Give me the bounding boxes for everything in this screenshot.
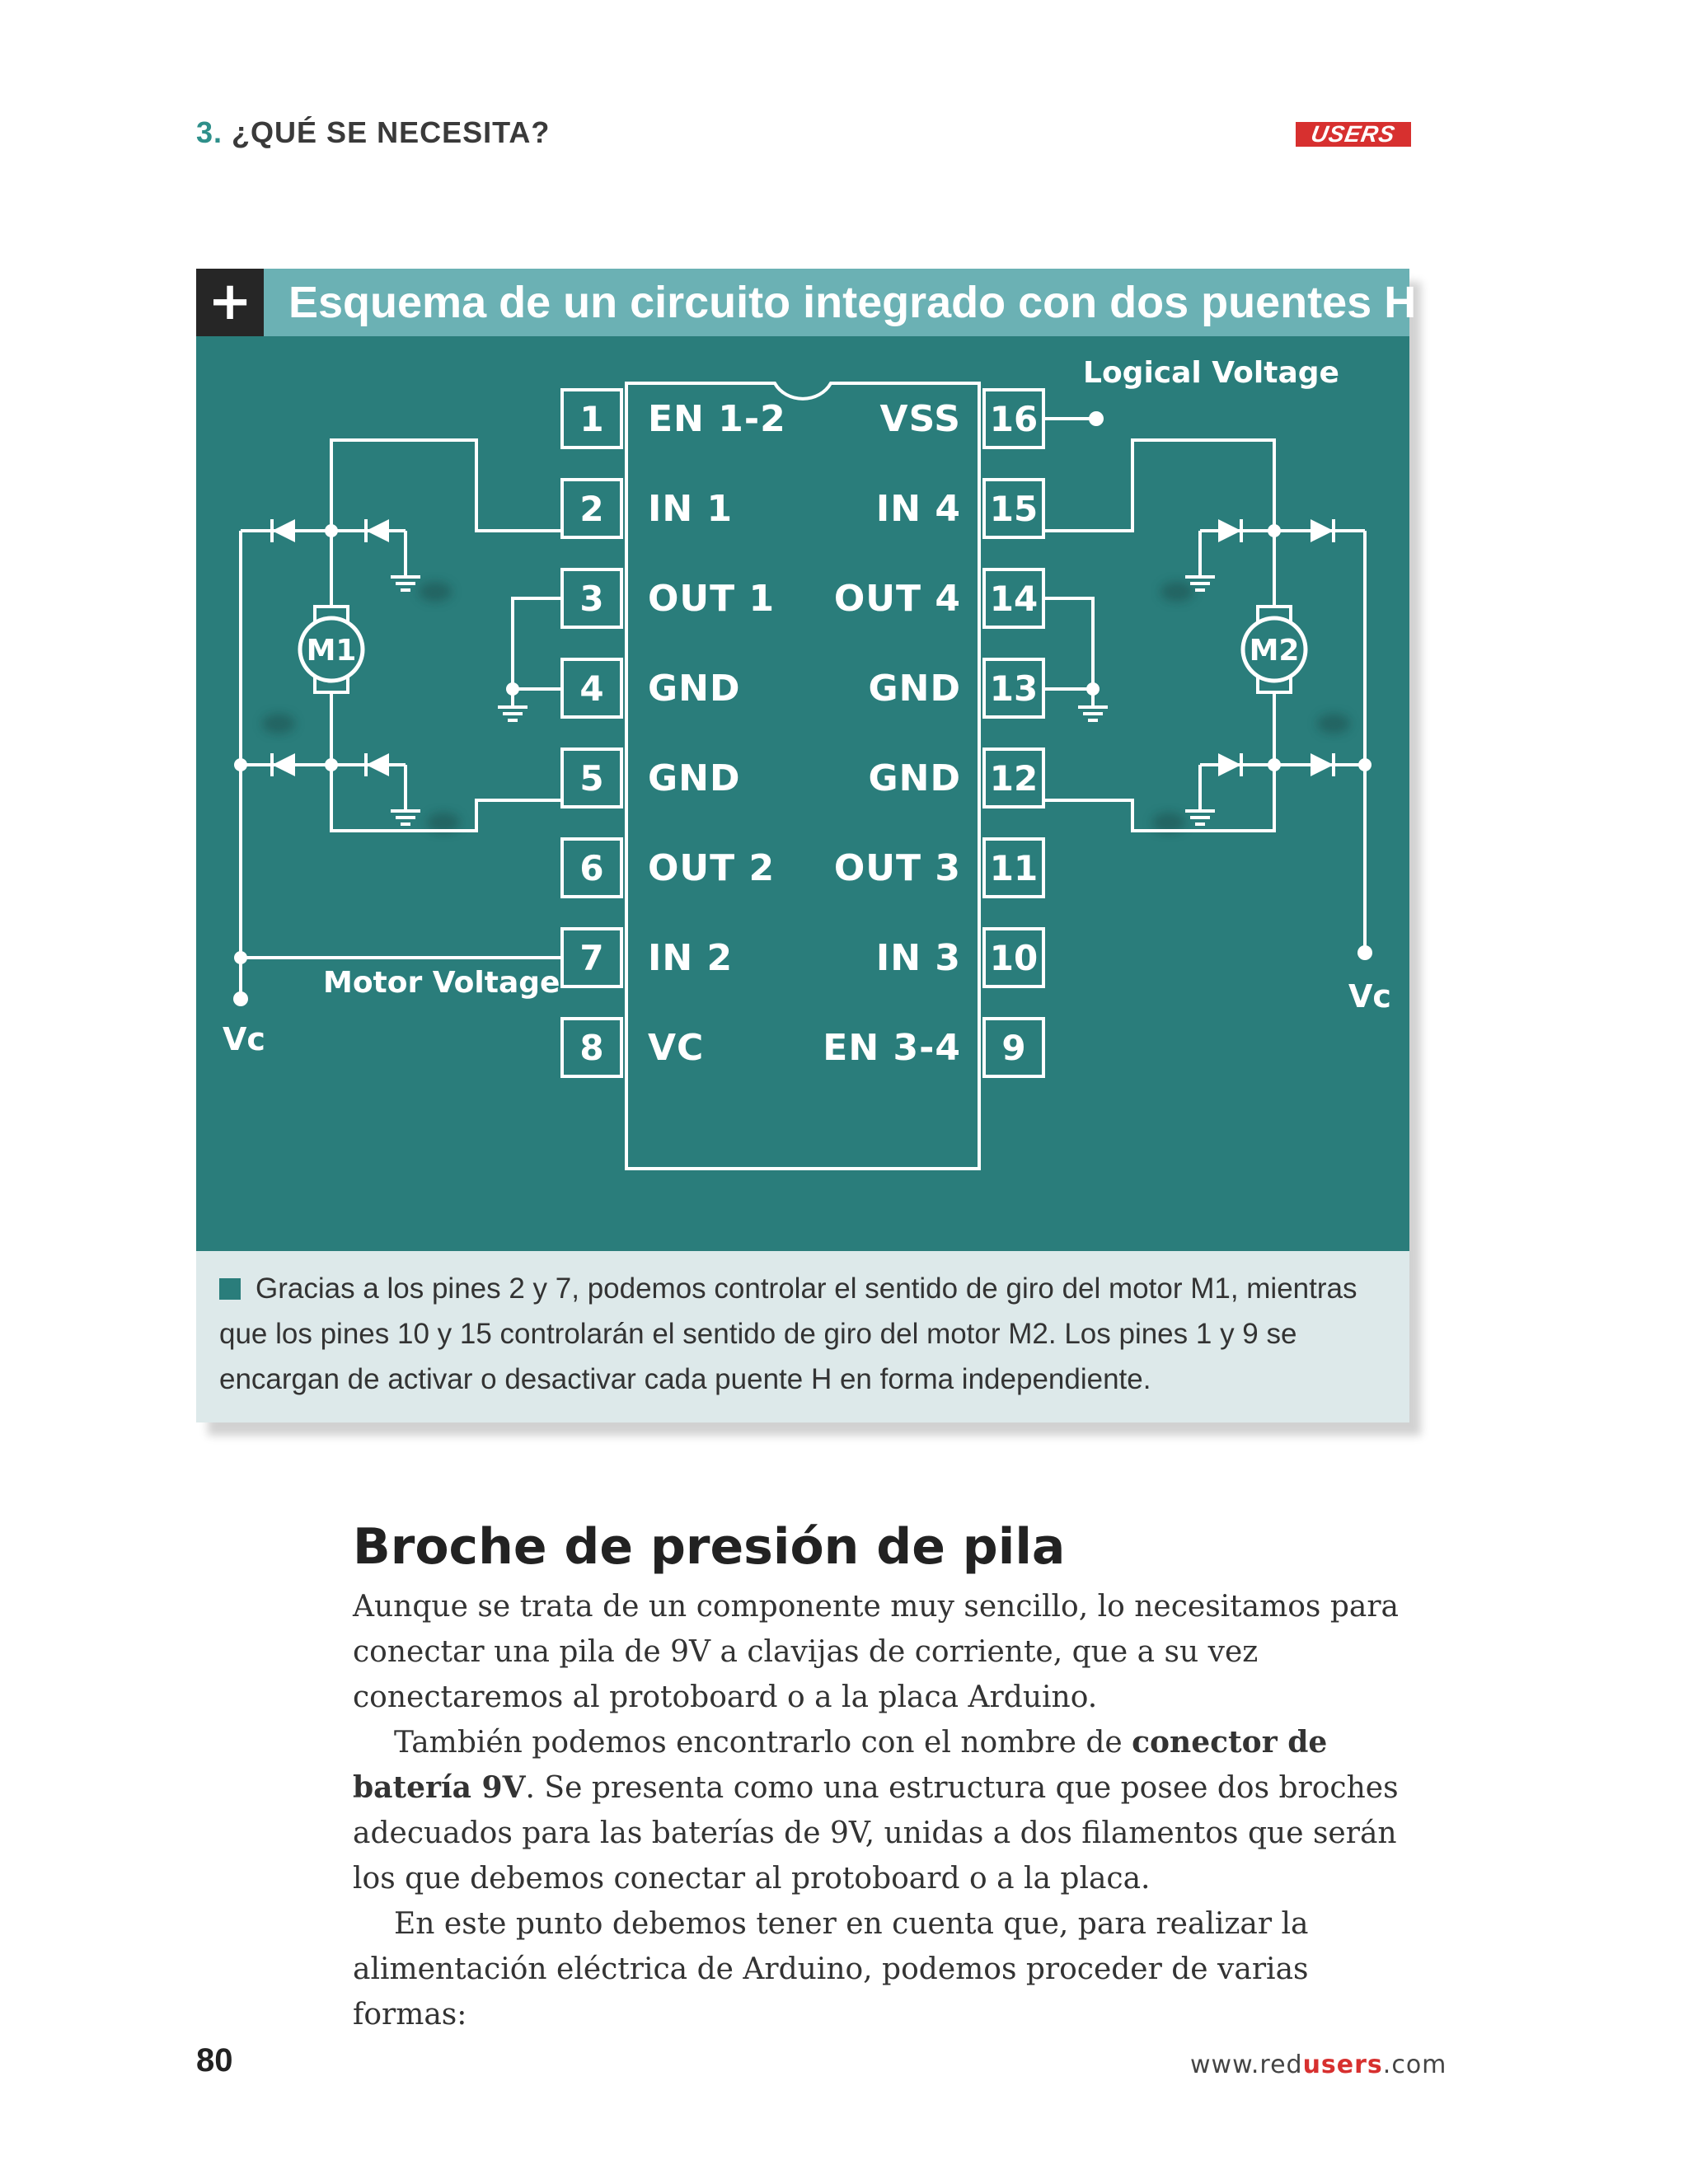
- paragraph-2: También podemos encontrarlo con el nombre de conector de batería 9V. Se presenta como una estructura que posee dos broches adecuados para las baterías de 9V, unidas a dos filamentos que serán los que debemos conectar al protoboard o a la placa.: [353, 1725, 1399, 1896]
- pin-number-right: 11: [989, 848, 1039, 888]
- pin-label-right: OUT 3: [833, 847, 961, 889]
- junction-dot: [234, 951, 247, 964]
- chapter-title: ¿QUÉ SE NECESITA?: [232, 115, 551, 149]
- pin-label-left: EN 1-2: [648, 398, 786, 440]
- junction-dot: [1358, 758, 1372, 771]
- pin-number-right: 16: [989, 399, 1039, 439]
- pin-number-left: 6: [579, 848, 604, 888]
- motor-m2: [1243, 607, 1306, 692]
- junction-dot: [325, 524, 338, 537]
- pin-number-left: 7: [579, 938, 604, 978]
- caption-content: Gracias a los pines 2 y 7, podemos controlar el sentido de giro del motor M1, mientras que los pines 10 y 15 controlarán el sentido de giro del motor M2. Los pines 1 y 9 se encargan de activar o desactivar cada puente H en forma independiente.: [219, 1272, 1357, 1395]
- shadow: [1317, 714, 1350, 733]
- pin-number-right: 14: [989, 579, 1039, 619]
- ground-symbol: [391, 577, 420, 590]
- junction-dot: [506, 682, 519, 696]
- logic-terminal: [1089, 411, 1104, 426]
- plus-icon: +: [196, 269, 264, 336]
- pin-label-left: IN 1: [648, 488, 734, 530]
- chapter-header: [196, 115, 550, 150]
- panel-title-bar: [196, 269, 1417, 336]
- caption-box: [196, 1251, 1409, 1422]
- vc-terminal-left: [233, 991, 248, 1006]
- pin-number-left: 2: [579, 489, 604, 529]
- wire: [331, 440, 562, 531]
- pin-label-right: VSS: [879, 398, 961, 440]
- panel-title: Esquema de un circuito integrado con dos puentes H: [288, 278, 1417, 327]
- pin-number-left: 3: [579, 579, 604, 619]
- paragraph-3: En este punto debemos tener en cuenta que, para realizar la alimentación eléctrica de Arduino, podemos proceder de varias formas:: [353, 1907, 1309, 2032]
- shadow: [419, 582, 452, 602]
- pin-label-right: GND: [868, 757, 961, 799]
- diode-symbol: [272, 753, 295, 776]
- ground-symbol: [1185, 811, 1215, 824]
- pin-number-left: 5: [579, 758, 604, 799]
- motor-voltage-label: Motor Voltage: [323, 966, 560, 1000]
- diode-symbol: [1311, 519, 1334, 542]
- shadow: [262, 714, 295, 733]
- diode-symbol: [366, 519, 389, 542]
- junction-dot: [234, 758, 247, 771]
- pin-label-left: GND: [648, 757, 741, 799]
- circuit-schematic: [196, 336, 1409, 1251]
- pin-label-right: IN 4: [875, 488, 961, 530]
- wire: [1043, 598, 1093, 689]
- ground-symbol: [1078, 707, 1108, 720]
- caption-text: [219, 1266, 1390, 1402]
- footer-url: www.redusers.com: [1190, 2050, 1447, 2079]
- pin-label-right: EN 3-4: [823, 1027, 961, 1069]
- users-logo: USERS: [1296, 122, 1411, 147]
- pin-number-left: 1: [579, 399, 604, 439]
- wire: [513, 689, 562, 705]
- pin-label-left: VC: [648, 1027, 705, 1069]
- junction-dot: [1268, 758, 1281, 771]
- pin-number-right: 9: [1001, 1028, 1026, 1068]
- vc-label-right: Vc: [1348, 978, 1391, 1015]
- section-title: Broche de presión de pila: [353, 1518, 1066, 1576]
- page-number: 80: [196, 2042, 233, 2079]
- bold-term: conector de batería 9V: [353, 1725, 1328, 1805]
- pin-number-right: 13: [989, 668, 1039, 709]
- pin-number-left: 8: [579, 1028, 604, 1068]
- wire: [1043, 440, 1274, 531]
- pin-number-right: 10: [989, 938, 1039, 978]
- diode-symbol: [1311, 753, 1334, 776]
- diode-symbol: [1218, 753, 1241, 776]
- pin-number-right: 12: [989, 758, 1039, 799]
- junction-dot: [1086, 682, 1100, 696]
- pin-label-left: IN 2: [648, 937, 734, 979]
- diagram-panel: [196, 269, 1417, 1422]
- diode-symbol: [1218, 519, 1241, 542]
- section-body: [353, 1584, 1424, 2037]
- pin-label-right: OUT 4: [833, 578, 961, 620]
- pin-number-right: 15: [989, 489, 1039, 529]
- pin-label-left: OUT 2: [648, 847, 776, 889]
- wire: [513, 598, 562, 689]
- pin-label-left: GND: [648, 668, 741, 710]
- diode-symbol: [272, 519, 295, 542]
- shadow: [1160, 582, 1193, 602]
- caption-bullet: [219, 1278, 241, 1300]
- motor-m1-label: M1: [306, 634, 357, 668]
- chapter-number: 3.: [196, 115, 223, 149]
- h-bridge-diagram: [196, 336, 1409, 1251]
- pin-label-right: IN 3: [875, 937, 961, 979]
- vc-terminal-right: [1357, 945, 1372, 960]
- pin-label-right: GND: [868, 668, 961, 710]
- pin-label-left: OUT 1: [648, 578, 776, 620]
- junction-dot: [1268, 524, 1281, 537]
- diode-symbol: [366, 753, 389, 776]
- paragraph-1: Aunque se trata de un componente muy sencillo, lo necesitamos para conectar una pila de 9V a clavijas de corriente, que a su vez conectaremos al protoboard o a la placa Arduino.: [353, 1590, 1400, 1714]
- ground-symbol: [391, 811, 420, 824]
- logical-voltage-label: Logical Voltage: [1083, 356, 1339, 390]
- pin-number-left: 4: [579, 668, 604, 709]
- junction-dot: [325, 758, 338, 771]
- ground-symbol: [498, 707, 528, 720]
- motor-m2-label: M2: [1249, 634, 1300, 668]
- vc-label-left: Vc: [223, 1021, 265, 1057]
- motor-m1: [300, 607, 363, 692]
- wire: [1043, 689, 1093, 705]
